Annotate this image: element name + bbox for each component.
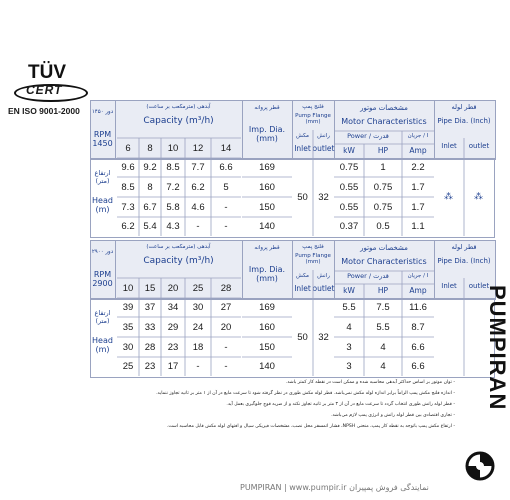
motor-fa: مشخصات موتور bbox=[360, 244, 408, 252]
capacity-value: 28 bbox=[220, 282, 232, 294]
note-line: - اندازه فلنج مکش پمپ الزاماً برابر اندازه لوله مکش نمی‌باشد. قطر لوله مکش طوری در نظر گرفته شود تا سرعت مایع در آن از ۱ متر بر ثانیه تجاوز ننماید. bbox=[156, 391, 455, 396]
inlet-value: 50 bbox=[297, 191, 308, 203]
flange-outlet-fa: رانش bbox=[317, 133, 330, 139]
amp-value: 2.2 bbox=[411, 162, 425, 173]
capacity-value: 10 bbox=[167, 142, 179, 154]
head-value: 8 bbox=[147, 181, 153, 193]
hp-value: 1 bbox=[380, 162, 386, 173]
head-value: 17 bbox=[167, 361, 179, 372]
amp-value: 1.1 bbox=[411, 221, 425, 232]
amp-label: Amp bbox=[409, 285, 427, 295]
head-value: - bbox=[224, 341, 228, 353]
head-value: 27 bbox=[220, 302, 232, 313]
amp-value: 8.7 bbox=[411, 321, 425, 333]
imp-value: 160 bbox=[259, 321, 275, 333]
cert-wordmark: CERT bbox=[26, 83, 63, 97]
amp-value: 6.6 bbox=[411, 361, 425, 372]
kw-value: 3 bbox=[346, 341, 352, 353]
flange-outlet: outlet bbox=[312, 143, 335, 153]
head-value: 39 bbox=[122, 302, 134, 313]
rpm-fa: دور ۱۴۵۰ bbox=[91, 109, 114, 115]
impdia-label: Imp. Dia. (mm) bbox=[248, 125, 286, 143]
note-line: - تجاری اقتصادی بین قطر لوله رانش و انرژی پمپ لازم می‌باشد. bbox=[331, 413, 455, 418]
head-value: 33 bbox=[144, 321, 156, 333]
kw-value: 0.75 bbox=[339, 162, 359, 173]
head-value: 6.7 bbox=[143, 201, 157, 213]
impdia-fa: قطر پروانه bbox=[254, 245, 280, 251]
current-label: جریان / I bbox=[407, 273, 429, 279]
amp-value: 1.7 bbox=[411, 201, 425, 213]
head-value: 5.4 bbox=[143, 221, 157, 232]
head-value: 25 bbox=[122, 361, 134, 372]
flange-label: Pump Flange (mm) bbox=[295, 113, 331, 125]
head-value: 24 bbox=[192, 321, 204, 333]
head-value: - bbox=[196, 221, 200, 232]
head-fa: ارتفاع (متر) bbox=[94, 169, 111, 185]
hp-value: 0.5 bbox=[376, 221, 390, 232]
head-value: 28 bbox=[144, 341, 156, 353]
flange-fa: فلنج پمپ bbox=[302, 244, 324, 250]
pipe-label: Pipe Dia. (Inch) bbox=[437, 117, 491, 125]
head-value: - bbox=[224, 221, 228, 232]
pipe-outlet: outlet bbox=[468, 282, 490, 290]
capacity-value: 20 bbox=[167, 282, 179, 294]
hp-label: HP bbox=[377, 145, 389, 155]
head-value: 7.3 bbox=[121, 201, 135, 213]
footer-watermark: نمایندگی فروش پمپیران PUMPIRAN | www.pumpir.ir bbox=[240, 483, 429, 492]
note-line: - ارتفاع مکش پمپ باتوجه به نقطه کار پمپ، منحنی NPSH، فشار اتمسفر محل نصب، مشخصات فیزیکی سیال و افتهای لوله مکش قابل محاسبه است. bbox=[166, 424, 455, 429]
head-value: 6.6 bbox=[219, 162, 233, 173]
power-label: Power / قدرت bbox=[347, 132, 389, 140]
imp-value: 160 bbox=[259, 181, 275, 193]
rpm-label: RPM 2900 bbox=[92, 270, 113, 288]
hp-label: HP bbox=[377, 285, 389, 295]
impdia-fa: قطر پروانه bbox=[254, 105, 280, 111]
hp-value: 0.75 bbox=[373, 181, 393, 193]
hp-value: 7.5 bbox=[376, 302, 390, 313]
head-value: 4.6 bbox=[191, 201, 205, 213]
amp-value: 11.6 bbox=[409, 302, 427, 313]
kw-value: 4 bbox=[346, 321, 352, 333]
imp-value: 150 bbox=[259, 341, 275, 353]
head-value: 6.2 bbox=[191, 181, 205, 193]
hp-value: 4 bbox=[380, 341, 386, 353]
flange-inlet-fa: مکش bbox=[296, 133, 309, 139]
pipe-inlet: Inlet bbox=[441, 282, 457, 290]
head-value: 8.5 bbox=[121, 181, 135, 193]
kw-value: 5.5 bbox=[342, 302, 356, 313]
flange-outlet-fa: رانش bbox=[317, 273, 330, 279]
head-value: 5 bbox=[223, 181, 229, 193]
rpm-fa: دور ۲۹۰۰ bbox=[91, 249, 114, 255]
imp-value: 140 bbox=[259, 361, 275, 372]
flange-inlet: Inlet bbox=[294, 143, 311, 153]
note-line: - قطر لوله رانش طوری انتخاب گردد تا سرعت مایع در آن از ۳ متر بر ثانیه تجاوز نکند و از ضربه قوچ جلوگیری بعمل آید. bbox=[226, 402, 455, 407]
amp-value: 1.7 bbox=[411, 181, 425, 193]
table-2900rpm bbox=[90, 240, 491, 376]
pipe-fa: قطر لوله bbox=[451, 243, 477, 251]
tuv-cert-logo bbox=[8, 62, 100, 124]
imp-value: 169 bbox=[259, 162, 275, 173]
hp-value: 4 bbox=[380, 361, 386, 372]
hp-value: 0.75 bbox=[373, 201, 393, 213]
capacity-value: 10 bbox=[122, 282, 134, 294]
imp-value: 150 bbox=[259, 201, 275, 213]
flange-inlet: Inlet bbox=[294, 283, 311, 293]
pipe-label: Pipe Dia. (Inch) bbox=[437, 257, 491, 265]
kw-value: 3 bbox=[346, 361, 352, 372]
pipe-inlet: Inlet bbox=[441, 142, 457, 150]
brand-wordmark: PUMPIRAN bbox=[485, 285, 510, 411]
outlet-value: 32 bbox=[318, 331, 329, 343]
flange-label: Pump Flange (mm) bbox=[295, 253, 331, 265]
head-fa: ارتفاع (متر) bbox=[94, 309, 111, 325]
capacity-value: 25 bbox=[192, 282, 204, 294]
kw-label: kW bbox=[343, 145, 355, 155]
current-label: جریان / I bbox=[407, 133, 429, 139]
capacity-fa: آبدهی (مترمکعب بر ساعت) bbox=[146, 244, 211, 250]
tuv-wordmark: TÜV bbox=[28, 62, 66, 83]
head-value: 34 bbox=[167, 302, 179, 313]
pumpiran-logo-icon bbox=[464, 450, 496, 482]
pipe-outlet-mark: ⁂ bbox=[474, 192, 484, 202]
kw-value: 0.55 bbox=[339, 201, 359, 213]
head-value: 6.2 bbox=[121, 221, 135, 232]
pumpiran-brand bbox=[460, 280, 510, 490]
amp-label: Amp bbox=[409, 145, 427, 155]
head-value: 5.8 bbox=[166, 201, 180, 213]
head-value: 20 bbox=[220, 321, 232, 333]
rpm-label: RPM 1450 bbox=[92, 130, 113, 148]
head-label: Head (m) bbox=[92, 196, 113, 214]
power-label: Power / قدرت bbox=[347, 272, 389, 280]
kw-label: kW bbox=[343, 285, 355, 295]
imp-value: 140 bbox=[259, 221, 275, 232]
flange-fa: فلنج پمپ bbox=[302, 104, 324, 110]
kw-value: 0.55 bbox=[339, 181, 359, 193]
motor-label: Motor Characteristics bbox=[341, 256, 427, 266]
flange-outlet: outlet bbox=[312, 283, 335, 293]
flange-inlet-fa: مکش bbox=[296, 273, 309, 279]
head-label: Head (m) bbox=[92, 336, 113, 354]
pipe-fa: قطر لوله bbox=[451, 103, 477, 111]
head-value: - bbox=[224, 361, 228, 372]
head-value: 9.6 bbox=[121, 162, 135, 173]
head-value: - bbox=[196, 361, 200, 372]
kw-value: 0.37 bbox=[339, 221, 359, 232]
capacity-value: 8 bbox=[147, 142, 153, 154]
inlet-value: 50 bbox=[297, 331, 308, 343]
capacity-label: Capacity (m³/h) bbox=[143, 116, 214, 126]
capacity-value: 14 bbox=[220, 142, 232, 154]
outlet-value: 32 bbox=[318, 191, 329, 203]
motor-fa: مشخصات موتور bbox=[360, 104, 408, 112]
head-value: 4.3 bbox=[166, 221, 180, 232]
head-value: 7.2 bbox=[166, 181, 180, 193]
capacity-label: Capacity (m³/h) bbox=[143, 256, 214, 266]
motor-label: Motor Characteristics bbox=[341, 116, 427, 126]
hp-value: 5.5 bbox=[376, 321, 390, 333]
head-value: 35 bbox=[122, 321, 134, 333]
head-value: 30 bbox=[122, 341, 134, 353]
head-value: 30 bbox=[192, 302, 204, 313]
note-line: - توان موتور بر اساس حداکثر آبدهی محاسبه شده و ممکن است در نقطه کار کمتر باشد. bbox=[285, 380, 455, 385]
table-1450rpm bbox=[90, 100, 491, 236]
iso-label: EN ISO 9001-2000 bbox=[8, 106, 80, 116]
head-value: 37 bbox=[144, 302, 156, 313]
pipe-outlet: outlet bbox=[468, 142, 490, 150]
head-value: - bbox=[224, 201, 228, 213]
head-value: 29 bbox=[167, 321, 179, 333]
amp-value: 6.6 bbox=[411, 341, 425, 353]
head-value: 23 bbox=[144, 361, 156, 372]
head-value: 23 bbox=[167, 341, 179, 353]
head-value: 8.5 bbox=[166, 162, 180, 173]
capacity-value: 12 bbox=[192, 142, 204, 154]
head-value: 7.7 bbox=[191, 162, 205, 173]
impdia-label: Imp. Dia. (mm) bbox=[248, 265, 286, 283]
head-value: 9.2 bbox=[143, 162, 157, 173]
pipe-inlet-mark: ⁂ bbox=[444, 192, 454, 202]
head-value: 18 bbox=[192, 341, 204, 353]
capacity-value: 6 bbox=[125, 142, 131, 154]
capacity-fa: آبدهی (مترمکعب بر ساعت) bbox=[146, 104, 211, 110]
imp-value: 169 bbox=[259, 302, 275, 313]
capacity-value: 15 bbox=[144, 282, 156, 294]
